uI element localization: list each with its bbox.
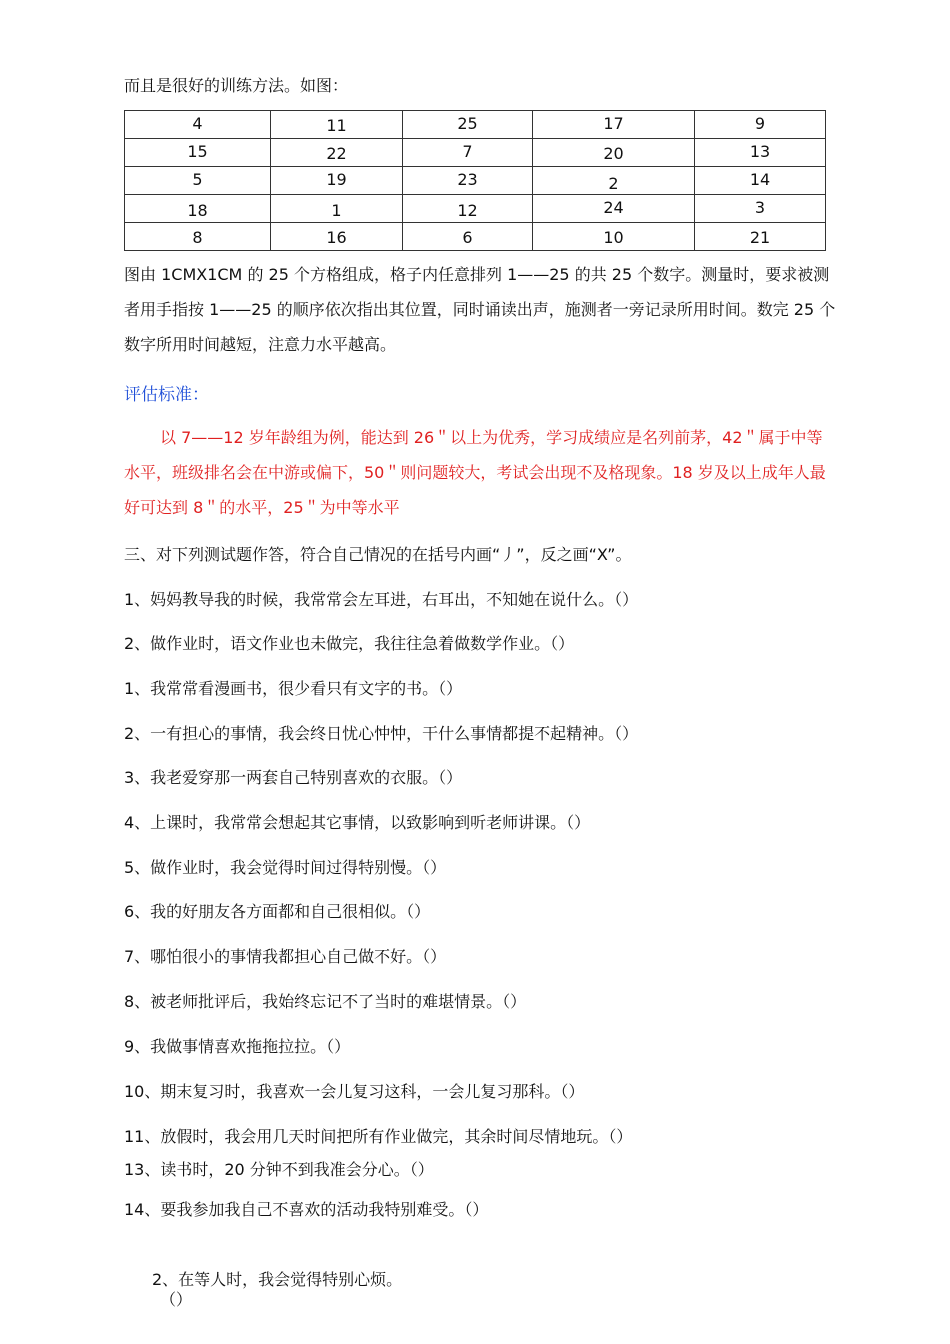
grid-cell: 25 — [403, 111, 533, 139]
grid-cell: 21 — [695, 223, 826, 251]
last-question-item: 2、在等人时，我会觉得特别心烦。 — [152, 1270, 403, 1289]
question-item: 13、读书时，20 分钟不到我准会分心。（） — [124, 1160, 434, 1179]
number-grid-table — [124, 110, 826, 251]
grid-cell: 3 — [695, 195, 826, 223]
grid-cell: 7 — [403, 139, 533, 167]
grid-cell: 24 — [533, 195, 695, 223]
grid-cell: 6 — [403, 223, 533, 251]
grid-cell: 17 — [533, 111, 695, 139]
question-item: 9、我做事情喜欢拖拖拉拉。（） — [124, 1037, 351, 1056]
question-item: 1、我常常看漫画书，很少看只有文字的书。（） — [124, 679, 463, 698]
criteria-paragraph: 以 7——12 岁年龄组为例，能达到 26＂以上为优秀，学习成绩应是名列前茅，42＂属于中等水平，班级排名会在中游或偏下，50＂则问题较大，考试会出现不及格现象。18 岁及以上成年人最好可达到 8＂的水平，25＂为中等水平 — [124, 428, 826, 517]
grid-cell: 14 — [695, 167, 826, 195]
grid-cell: 8 — [125, 223, 271, 251]
grid-cell: 9 — [695, 111, 826, 139]
intro-text: 而且是很好的训练方法。如图： — [124, 76, 349, 95]
grid-cell: 5 — [125, 167, 271, 195]
table-row — [125, 223, 826, 251]
question-item: 11、放假时，我会用几天时间把所有作业做完，其余时间尽情地玩。（） — [124, 1127, 633, 1146]
section-3-heading: 三、对下列测试题作答，符合自己情况的在括号内画“丿”，反之画“X”。 — [124, 545, 632, 564]
grid-cell: 19 — [271, 167, 403, 195]
question-item: 14、要我参加我自己不喜欢的活动我特别难受。（） — [124, 1200, 489, 1219]
question-item: 10、期末复习时，我喜欢一会儿复习这科，一会儿复习那科。（） — [124, 1082, 585, 1101]
table-row — [125, 195, 826, 223]
grid-cell: 2 — [533, 167, 695, 195]
question-item: 8、被老师批评后，我始终忘记不了当时的难堪情景。（） — [124, 992, 527, 1011]
question-item: 4、上课时，我常常会想起其它事情，以致影响到听老师讲课。（） — [124, 813, 591, 832]
question-item: 6、我的好朋友各方面都和自己很相似。（） — [124, 902, 431, 921]
question-item: 2、一有担心的事情，我会终日忧心忡忡，干什么事情都提不起精神。（） — [124, 724, 639, 743]
grid-cell: 16 — [271, 223, 403, 251]
description-paragraph: 图由 1CMX1CM 的 25 个方格组成，格子内任意排列 1——25 的共 25 个数字。测量时，要求被测者用手指按 1——25 的顺序依次指出其位置，同时诵读出声，施测者一旁记录所用时间。数完 25 个数字所用时间越短，注意力水平越高。 — [124, 265, 836, 354]
question-item: 5、做作业时，我会觉得时间过得特别慢。（） — [124, 858, 447, 877]
grid-cell: 10 — [533, 223, 695, 251]
question-item: 1、妈妈教导我的时候，我常常会左耳进，右耳出，不知她在说什么。（） — [124, 590, 639, 609]
grid-cell: 4 — [125, 111, 271, 139]
grid-cell: 11 — [271, 111, 403, 139]
last-question-answer-paren: （） — [160, 1290, 193, 1309]
grid-cell: 22 — [271, 139, 403, 167]
criteria-heading: 评估标准： — [124, 385, 209, 405]
grid-cell: 15 — [125, 139, 271, 167]
table-row — [125, 139, 826, 167]
grid-cell: 1 — [271, 195, 403, 223]
grid-cell: 13 — [695, 139, 826, 167]
table-row — [125, 111, 826, 139]
question-item: 3、我老爱穿那一两套自己特别喜欢的衣服。（） — [124, 768, 463, 787]
question-item: 2、做作业时，语文作业也未做完，我往往急着做数学作业。（） — [124, 634, 575, 653]
grid-cell: 20 — [533, 139, 695, 167]
question-item: 7、哪怕很小的事情我都担心自己做不好。（） — [124, 947, 447, 966]
grid-cell: 12 — [403, 195, 533, 223]
grid-cell: 23 — [403, 167, 533, 195]
table-row — [125, 167, 826, 195]
grid-cell: 18 — [125, 195, 271, 223]
